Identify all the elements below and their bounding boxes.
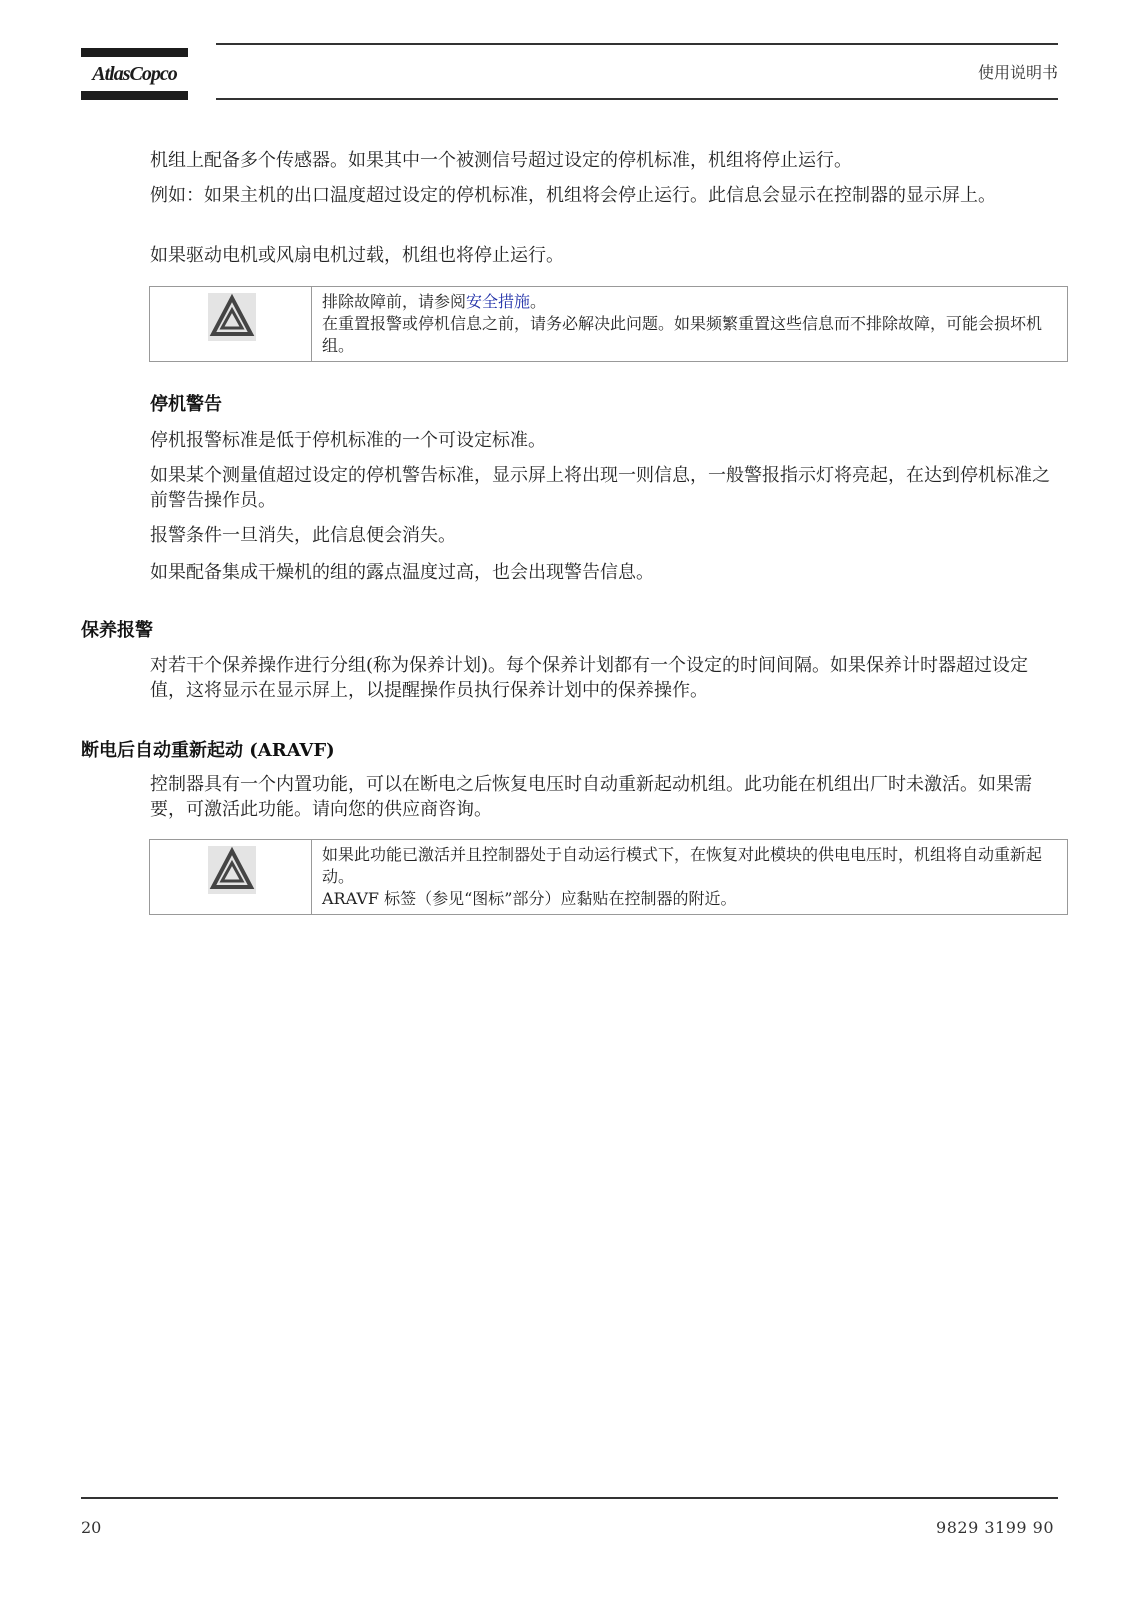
- note-text: [322, 291, 1062, 357]
- intro-paragraph-1: 机组上配备多个传感器。如果其中一个被测信号超过设定的停机标准，机组将停止运行。: [150, 150, 852, 171]
- note-line-1: 如果此功能已激活并且控制器处于自动运行模式下，在恢复对此模块的供电电压时，机组将自动重新起动。: [322, 845, 1043, 886]
- shutdown-warning-paragraph-3: 报警条件一旦消失，此信息便会消失。: [150, 525, 456, 546]
- service-warning-paragraph: 对若干个保养操作进行分组(称为保养计划)。每个保养计划都有一个设定的时间间隔。如果保养计时器超过设定值，这将显示在显示屏上，以提醒操作员执行保养计划中的保养操作。: [150, 655, 1029, 701]
- intro-paragraph-2: 例如：如果主机的出口温度超过设定的停机标准，机组将会停止运行。此信息会显示在控制器的显示屏上。: [150, 185, 996, 206]
- note-line-2: ARAVF 标签（参见“图标”部分）应黏贴在控制器的附近。: [322, 889, 737, 908]
- note-line-1-prefix: 排除故障前，请参阅: [322, 292, 467, 311]
- header-title: 使用说明书: [977, 63, 1058, 82]
- note-text: [322, 844, 1062, 910]
- safety-precautions-link[interactable]: 安全措施: [466, 292, 531, 311]
- intro-paragraph-3: 如果驱动电机或风扇电机过载，机组也将停止运行。: [150, 245, 564, 266]
- footer-rule: [81, 1497, 1058, 1499]
- shutdown-warning-paragraph-1: 停机报警标准是低于停机标准的一个可设定标准。: [150, 430, 546, 451]
- atlas-copco-logo: [81, 48, 188, 102]
- note-line-2: 在重置报警或停机信息之前，请务必解决此问题。如果频繁重置这些信息而不排除故障，可能会损坏机组。: [322, 314, 1043, 355]
- logo-bar-top: [81, 48, 188, 57]
- note-line-1: [322, 291, 1062, 313]
- header-rule-bottom: [216, 98, 1058, 100]
- note-icon-cell: [150, 840, 312, 914]
- logo-wordmark: AtlasCopco: [92, 63, 177, 85]
- safety-note-box: [149, 286, 1068, 362]
- header-rule-top: [216, 43, 1058, 45]
- note-icon-cell: [150, 287, 312, 361]
- warning-triangle-icon: [208, 846, 256, 894]
- warning-triangle-icon: [208, 293, 256, 341]
- logo-bar-bottom: [81, 91, 188, 100]
- shutdown-warning-paragraph-2: 如果某个测量值超过设定的停机警告标准，显示屏上将出现一则信息，一般警报指示灯将亮起，在达到停机标准之前警告操作员。: [150, 465, 1050, 511]
- aravf-paragraph: 控制器具有一个内置功能，可以在断电之后恢复电压时自动重新起动机组。此功能在机组出厂时未激活。如果需要，可激活此功能。请向您的供应商咨询。: [150, 774, 1032, 820]
- aravf-note-box: [149, 839, 1068, 915]
- shutdown-warning-heading: 停机警告: [150, 394, 222, 415]
- service-warning-heading: 保养报警: [81, 620, 153, 641]
- note-line-1-suffix: 。: [530, 292, 547, 311]
- shutdown-warning-paragraph-4: 如果配备集成干燥机的组的露点温度过高，也会出现警告信息。: [150, 562, 654, 583]
- document-number: 9829 3199 90: [936, 1518, 1054, 1537]
- page-number: 20: [81, 1518, 102, 1537]
- aravf-heading: 断电后自动重新起动 (ARAVF): [81, 740, 335, 761]
